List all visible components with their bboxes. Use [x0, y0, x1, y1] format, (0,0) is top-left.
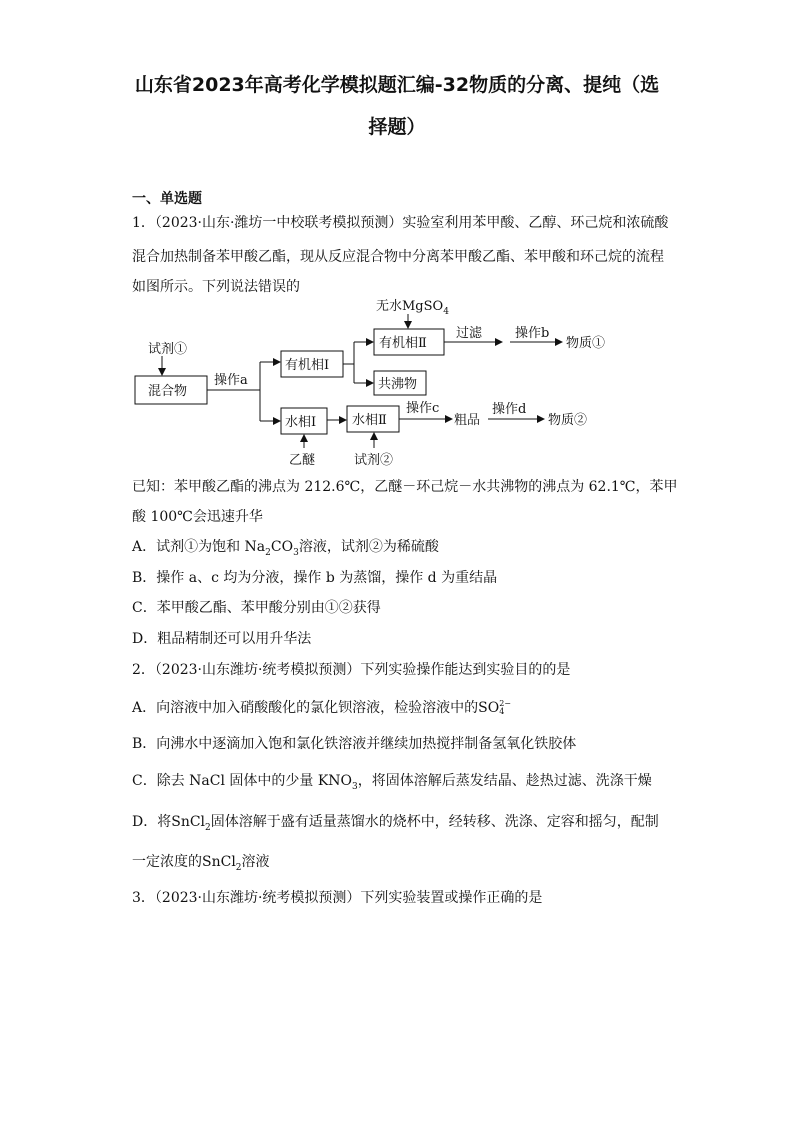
q1-option-a: A．试剂①为饱和 $Na_2CO_3$溶液，试剂②为稀硫酸 [132, 539, 439, 558]
label-op-c: 操作c [406, 401, 440, 416]
label-water2: 水相Ⅱ [352, 413, 387, 428]
q2-stem: 2．（2023·山东潍坊·统考模拟预测）下列实验操作能达到实验目的的是 [132, 662, 571, 678]
q2-option-d-continued: 一定浓度的SnCl$_2$溶液 [132, 854, 270, 873]
q1-known-line2: 酸 100℃会迅速升华 [132, 509, 263, 525]
q1-known-line1: 已知：苯甲酸乙酯的沸点为 212.6℃，乙醚－环己烷－水共沸物的沸点为 62.1℃，苯甲 [132, 479, 678, 495]
q3-stem: 3．（2023·山东潍坊·统考模拟预测）下列实验装置或操作正确的是 [132, 890, 543, 906]
q1-option-d: D．粗品精制还可以用升华法 [132, 631, 312, 647]
label-substance1: 物质① [566, 336, 606, 351]
label-crude: 粗品 [454, 413, 481, 428]
q2-option-d: D．将SnCl$_2$固体溶解于盛有适量蒸馏水的烧杯中，经转移、洗涤、定容和摇匀，配制 [132, 814, 659, 833]
q1-option-c: C．苯甲酸乙酯、苯甲酸分别由①②获得 [132, 600, 381, 616]
section-heading: 一、单选题 [132, 191, 202, 207]
label-mixture: 混合物 [148, 384, 188, 399]
label-op-b: 操作b [515, 326, 550, 341]
separation-flowchart [132, 296, 612, 468]
label-substance2: 物质② [548, 413, 588, 428]
label-organic2: 有机相Ⅱ [379, 336, 427, 351]
q2-option-c: C．除去 NaCl 固体中的少量 $KNO_3$，将固体溶解后蒸发结晶、趁热过滤、洗涤干燥 [132, 773, 652, 792]
page-title-continued: 择题） [368, 116, 426, 138]
label-ether: 乙醚 [289, 453, 316, 468]
page-title: 山东省2023年高考化学模拟题汇编-32物质的分离、提纯（选 [134, 74, 660, 96]
label-water1: 水相Ⅰ [285, 415, 317, 430]
label-azeotrope: 共沸物 [378, 377, 418, 392]
q1-stem-line2: 混合加热制备苯甲酸乙酯，现从反应混合物中分离苯甲酸乙酯、苯甲酸和环己烷的流程 [132, 249, 664, 265]
q1-stem-line1: 1．（2023·山东·潍坊一中校联考模拟预测）实验室利用苯甲酸、乙醇、环己烷和浓硫酸 [132, 215, 669, 231]
q1-option-b: B．操作 a、c 均为分液，操作 b 为蒸馏，操作 d 为重结晶 [132, 570, 498, 586]
q1-stem-line3: 如图所示。下列说法错误的 [132, 279, 300, 295]
label-op-d: 操作d [492, 402, 527, 417]
label-op-a: 操作a [214, 373, 248, 388]
label-anhydrous: 无水MgSO$_4$ [376, 299, 449, 317]
label-filter: 过滤 [456, 326, 483, 341]
label-reagent2: 试剂② [354, 453, 394, 468]
q2-option-a: A．向溶液中加入硝酸酸化的氯化钡溶液，检验溶液中的SO2− 4 [132, 699, 511, 716]
label-organic1: 有机相Ⅰ [285, 358, 330, 373]
label-reagent1: 试剂① [148, 342, 188, 357]
q2-option-b: B．向沸水中逐滴加入饱和氯化铁溶液并继续加热搅拌制备氢氧化铁胶体 [132, 736, 577, 752]
